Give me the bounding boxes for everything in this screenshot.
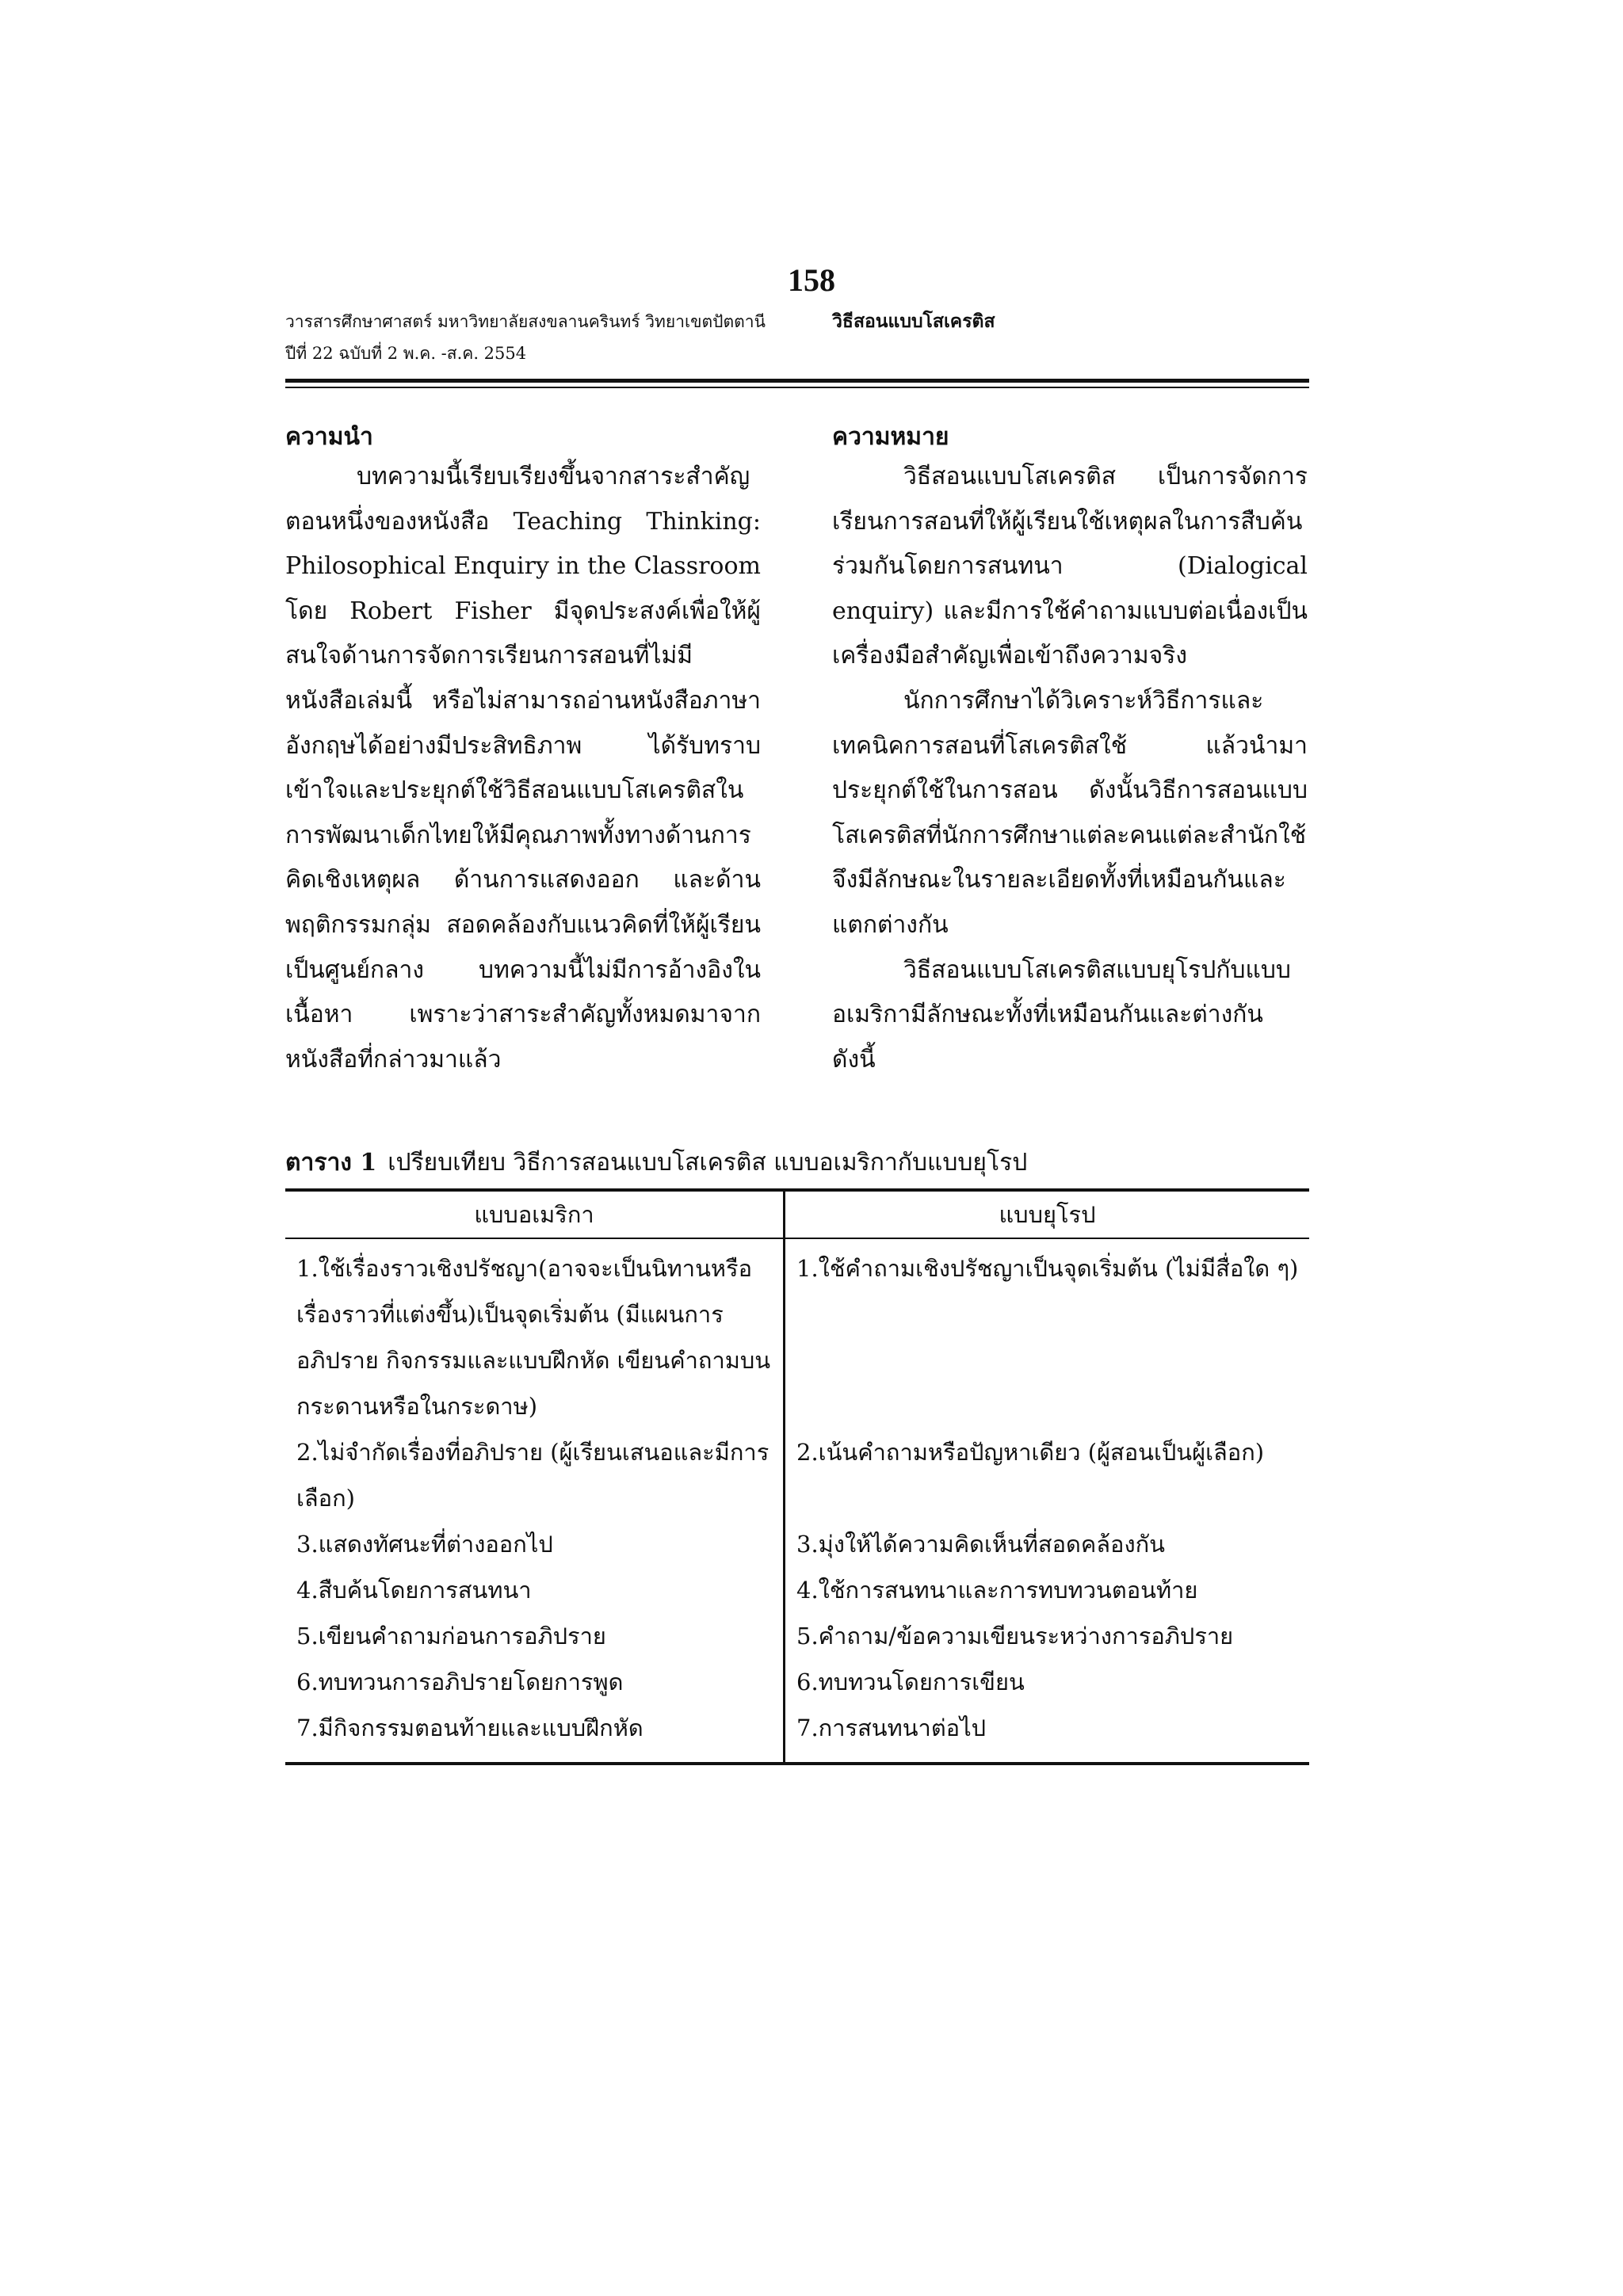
column-header-european: แบบยุโรป bbox=[785, 1190, 1310, 1238]
table-row bbox=[285, 1521, 1309, 1567]
american-cell: 7.มีกิจกรรมตอนท้ายและแบบฝึกหัด bbox=[285, 1705, 785, 1764]
table-caption-text: เปรียบเทียบ วิธีการสอนแบบโสเครติส แบบอเมริกากับแบบยุโรป bbox=[388, 1149, 1028, 1177]
european-cell: 4.ใช้การสนทนาและการทบทวนตอนท้าย bbox=[796, 1577, 1198, 1604]
header-rule-thin bbox=[285, 387, 1309, 388]
table-row bbox=[285, 1429, 1309, 1521]
column-header-american: แบบอเมริกา bbox=[285, 1190, 785, 1238]
table-caption bbox=[285, 1147, 1027, 1179]
table-row bbox=[285, 1238, 1309, 1429]
european-cell: 7.การสนทนาต่อไป bbox=[785, 1705, 1310, 1764]
table-row bbox=[285, 1705, 1309, 1764]
header-rule-thick bbox=[285, 379, 1309, 383]
definition-paragraph-3: วิธีสอนแบบโสเครติสแบบยุโรปกับแบบอเมริกามีลักษณะทั้งที่เหมือนกันและต่างกัน ดังนี้ bbox=[832, 955, 1291, 1074]
american-cell: 6.ทบทวนการอภิปรายโดยการพูด bbox=[285, 1659, 785, 1705]
european-cell: 6.ทบทวนโดยการเขียน bbox=[796, 1669, 1025, 1695]
american-cell: 4.สืบค้นโดยการสนทนา bbox=[285, 1567, 785, 1613]
european-cell: 1.ใช้คำถามเชิงปรัชญาเป็นจุดเริ่มต้น (ไม่มีสื่อใด ๆ) bbox=[796, 1255, 1299, 1282]
journal-name: วารสารศึกษาศาสตร์ มหาวิทยาลัยสงขลานครินทร์ วิทยาเขตปัตตานี bbox=[285, 312, 766, 331]
european-cell: 5.คำถาม/ข้อความเขียนระหว่างการอภิปราย bbox=[796, 1623, 1234, 1650]
journal-header bbox=[285, 306, 766, 369]
european-cell: 2.เน้นคำถามหรือปัญหาเดียว (ผู้สอนเป็นผู้เลือก) bbox=[796, 1439, 1265, 1466]
american-cell: 1.ใช้เรื่องราวเชิงปรัชญา(อาจจะเป็นนิทานหรือเรื่องราวที่แต่งขึ้น)เป็นจุดเริ่มต้น (มีแผนการอภิปราย กิจกรรมและแบบฝึกหัด เขียนคำถามบนกระดานหรือในกระดาษ) bbox=[285, 1238, 785, 1429]
definition-heading: ความหมาย bbox=[832, 423, 949, 451]
running-title: วิธีสอนแบบโสเครติส bbox=[832, 311, 995, 332]
journal-issue: ปีที่ 22 ฉบับที่ 2 พ.ค. -ส.ค. 2554 bbox=[285, 344, 527, 363]
intro-section bbox=[285, 420, 761, 1082]
table-row bbox=[285, 1613, 1309, 1659]
table-header-row bbox=[285, 1190, 1309, 1238]
american-cell: 5.เขียนคำถามก่อนการอภิปราย bbox=[285, 1613, 785, 1659]
comparison-table bbox=[285, 1188, 1309, 1765]
american-cell: 2.ไม่จำกัดเรื่องที่อภิปราย (ผู้เรียนเสนอและมีการเลือก) bbox=[285, 1429, 785, 1521]
european-cell: 3.มุ่งให้ได้ความคิดเห็นที่สอดคล้องกัน bbox=[796, 1531, 1166, 1558]
definition-section bbox=[832, 420, 1308, 1082]
definition-paragraph-2: นักการศึกษาได้วิเคราะห์วิธีการและเทคนิคการสอนที่โสเครติสใช้ แล้วนำมาประยุกต์ใช้ในการสอน ดังนั้นวิธีการสอนแบบโสเครติสที่นักการศึกษาแต่ละคนแต่ละสำนักใช้จึงมีลักษณะในรายละเอียดทั้งที่เหมือนกันและแตกต่างกัน bbox=[832, 686, 1308, 939]
american-cell: 3.แสดงทัศนะที่ต่างออกไป bbox=[285, 1521, 785, 1567]
definition-paragraph-1: วิธีสอนแบบโสเครติส เป็นการจัดการเรียนการสอนที่ให้ผู้เรียนใช้เหตุผลในการสืบค้นร่วมกันโดยการสนทนา (Dialogical enquiry) และมีการใช้คำถามแบบต่อเนื่องเป็นเครื่องมือสำคัญเพื่อเข้าถึงความจริง bbox=[832, 463, 1308, 670]
page-number: 158 bbox=[788, 262, 835, 298]
table-caption-label: ตาราง 1 bbox=[285, 1149, 377, 1177]
table-row bbox=[285, 1659, 1309, 1705]
intro-heading: ความนำ bbox=[285, 423, 373, 451]
table-row bbox=[285, 1567, 1309, 1613]
intro-paragraph: บทความนี้เรียบเรียงขึ้นจากสาระสำคัญตอนหนึ่งของหนังสือ Teaching Thinking: Philosophical Enquiry in the Classroom โดย Robert Fisher มีจุดประสงค์เพื่อให้ผู้สนใจด้านการจัดการเรียนการสอนที่ไม่มีหนังสือเล่มนี้ หรือไม่สามารถอ่านหนังสือภาษาอังกฤษได้อย่างมีประสิทธิภาพ ได้รับทราบ เข้าใจและประยุกต์ใช้วิธีสอนแบบโสเครติสในการพัฒนาเด็กไทยให้มีคุณภาพทั้งทางด้านการคิดเชิงเหตุผล ด้านการแสดงออก และด้านพฤติกรรมกลุ่ม สอดคล้องกับแนวคิดที่ให้ผู้เรียนเป็นศูนย์กลาง บทความนี้ไม่มีการอ้างอิงในเนื้อหา เพราะว่าสาระสำคัญทั้งหมดมาจากหนังสือที่กล่าวมาแล้ว bbox=[285, 463, 761, 1074]
